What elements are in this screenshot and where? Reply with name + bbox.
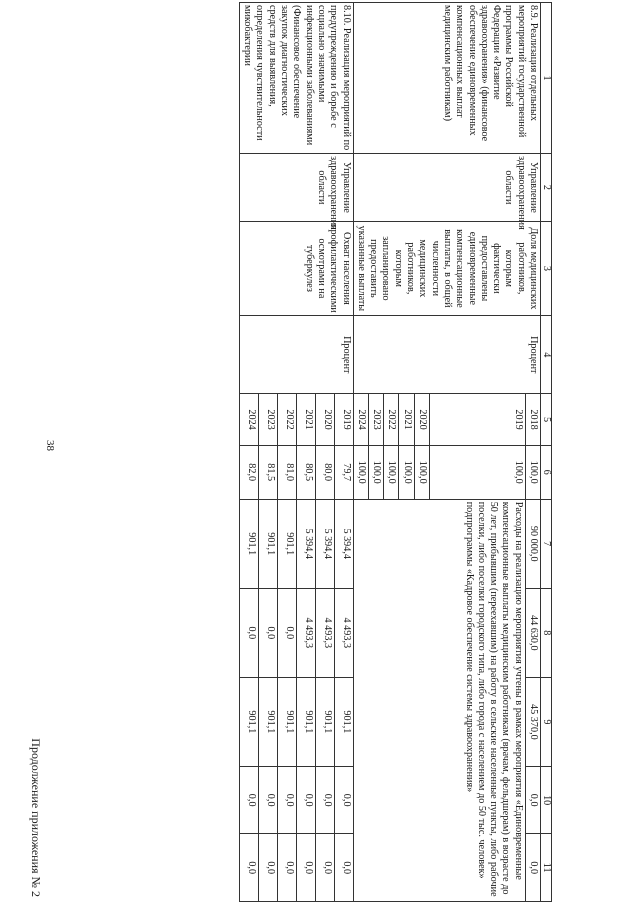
total-funding-cell: 5 394,4 [296,499,315,588]
year-cell: 2021 [296,394,315,445]
total-funding-cell: 901,1 [277,499,296,588]
executor-cell: Управление здравоохранения области [239,154,353,221]
header-cell: 9 [541,677,552,766]
page-number: 38 [44,440,56,451]
local-funding-cell: 0,0 [315,766,334,833]
year-cell: 2022 [384,394,399,445]
header-cell: 7 [541,499,552,588]
federal-funding-cell: 44 630,0 [525,588,540,677]
other-funding-cell: 0,0 [315,834,334,902]
federal-funding-cell: 0,0 [258,588,277,677]
year-cell: 2019 [430,394,526,445]
total-funding-cell: 90 000,0 [525,499,540,588]
local-funding-cell: 0,0 [334,766,353,833]
year-cell: 2023 [368,394,383,445]
regional-funding-cell: 45 370,0 [525,677,540,766]
measure-name-cell: 8.9. Реализация отдельных мероприятий государственной программы Российской Федерации «Развитие здравоохранения» (финансовое обеспечение единовременных компенсационных выплат медицинским работникам) [353,3,540,154]
header-cell: 2 [541,154,552,221]
other-funding-cell: 0,0 [239,834,258,902]
indicator-value-cell: 100,0 [368,445,383,499]
year-cell: 2024 [353,394,368,445]
federal-funding-cell: 4 493,3 [296,588,315,677]
local-funding-cell: 0,0 [296,766,315,833]
indicator-value-cell: 80,0 [315,445,334,499]
local-funding-cell: 0,0 [525,766,540,833]
federal-funding-cell: 4 493,3 [315,588,334,677]
regional-funding-cell: 901,1 [296,677,315,766]
indicator-value-cell: 100,0 [384,445,399,499]
indicator-value-cell: 100,0 [525,445,540,499]
regional-funding-cell: 901,1 [334,677,353,766]
header-cell: 6 [541,445,552,499]
header-cell: 4 [541,316,552,394]
other-funding-cell: 0,0 [296,834,315,902]
indicator-value-cell: 81,5 [258,445,277,499]
total-funding-cell: 901,1 [239,499,258,588]
table-row [334,3,353,902]
local-funding-cell: 0,0 [239,766,258,833]
regional-funding-cell: 901,1 [277,677,296,766]
total-funding-cell: 901,1 [258,499,277,588]
regional-funding-cell: 901,1 [258,677,277,766]
federal-funding-cell: 0,0 [277,588,296,677]
year-cell: 2020 [315,394,334,445]
other-funding-cell: 0,0 [258,834,277,902]
header-cell: 10 [541,766,552,833]
indicator-value-cell: 100,0 [399,445,414,499]
appendix-caption: Продолжение приложения № 2 [29,738,43,897]
total-funding-cell: 5 394,4 [334,499,353,588]
header-cell: 11 [541,834,552,902]
year-cell: 2019 [334,394,353,445]
table-row [525,3,540,902]
header-cell: 8 [541,588,552,677]
executor-cell: Управление здравоохранения области [353,154,540,221]
federal-funding-cell: 0,0 [239,588,258,677]
total-funding-cell: 5 394,4 [315,499,334,588]
year-cell: 2023 [258,394,277,445]
federal-funding-cell: 4 493,3 [334,588,353,677]
other-funding-cell: 0,0 [277,834,296,902]
other-funding-cell: 0,0 [525,834,540,902]
header-cell: 1 [541,3,552,154]
expense-note-cell: Расходы на реализацию мероприятия учтены в рамках мероприятия «Единовременные компенсационные выплаты медицинским работникам (врачам, фельдшерам) в возрасте до 50 лет, прибывшим (переехавшим) на работу в сельские населенные пункты, либо рабочие поселки, либо поселки городского типа, либо города с населением до 50 тыс. человек» подпрограммы «Кадровое обеспечение системы здравоохранения» [353,499,525,901]
indicator-value-cell: 100,0 [430,445,526,499]
indicator-value-cell: 80,5 [296,445,315,499]
regional-funding-cell: 901,1 [239,677,258,766]
indicator-value-cell: 82,0 [239,445,258,499]
year-cell: 2021 [399,394,414,445]
year-cell: 2024 [239,394,258,445]
year-cell: 2020 [414,394,429,445]
unit-cell: Процент [353,316,540,394]
indicator-value-cell: 81,0 [277,445,296,499]
local-funding-cell: 0,0 [258,766,277,833]
indicator-cell: Доля медицинских работников, которым фактически предоставлены единовременные компенсационные выплаты, в общей численности медицинских работников, которым запланировано предоставить указанные выплаты [353,221,540,315]
header-cell: 5 [541,394,552,445]
measure-name-cell: 8.10. Реализация мероприятий по предупреждению и борьбе с социально значимыми инфекционными заболеваниями (Финансовое обеспечение закупок диагностических средств для выявления, определения чувствительности микобактерии [239,3,353,154]
other-funding-cell: 0,0 [334,834,353,902]
indicator-value-cell: 100,0 [414,445,429,499]
indicator-value-cell: 100,0 [353,445,368,499]
indicator-cell: Охват населения профилактическими осмотрами на туберкулез [239,221,353,315]
program-table [239,2,552,902]
unit-cell: Процент [239,316,353,394]
indicator-value-cell: 79,7 [334,445,353,499]
regional-funding-cell: 901,1 [315,677,334,766]
header-cell: 3 [541,221,552,315]
header-row [541,3,552,902]
year-cell: 2022 [277,394,296,445]
year-cell: 2018 [525,394,540,445]
local-funding-cell: 0,0 [277,766,296,833]
